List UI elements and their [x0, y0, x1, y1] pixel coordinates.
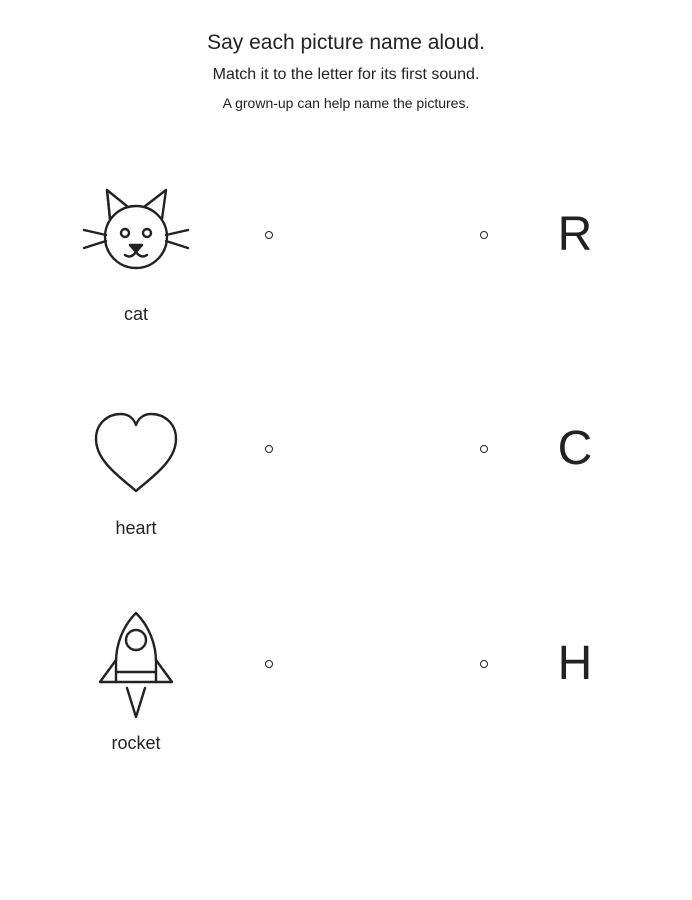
match-row-rocket [0, 608, 692, 768]
right-match-dot[interactable] [480, 445, 488, 453]
left-match-dot[interactable] [265, 231, 273, 239]
heart-icon [76, 409, 196, 499]
picture-word-heart: heart [115, 518, 157, 538]
letter-target: R [557, 208, 593, 261]
letter-target: C [557, 422, 593, 475]
right-match-dot[interactable] [480, 231, 488, 239]
match-row-cat [0, 180, 692, 340]
right-match-dot[interactable] [480, 660, 488, 668]
instruction-note: A grown-up can help name the pictures. [222, 95, 470, 111]
left-match-dot[interactable] [265, 445, 273, 453]
instruction-subtitle: Match it to the letter for its first sound. [212, 66, 480, 83]
match-row-heart [0, 394, 692, 554]
letter-target: H [557, 637, 593, 690]
cat-icon [76, 185, 196, 275]
rocket-icon [76, 610, 196, 720]
picture-word-rocket: rocket [111, 733, 161, 753]
left-match-dot[interactable] [265, 660, 273, 668]
instruction-title: Say each picture name aloud. [207, 31, 485, 54]
picture-word-cat: cat [123, 304, 148, 324]
